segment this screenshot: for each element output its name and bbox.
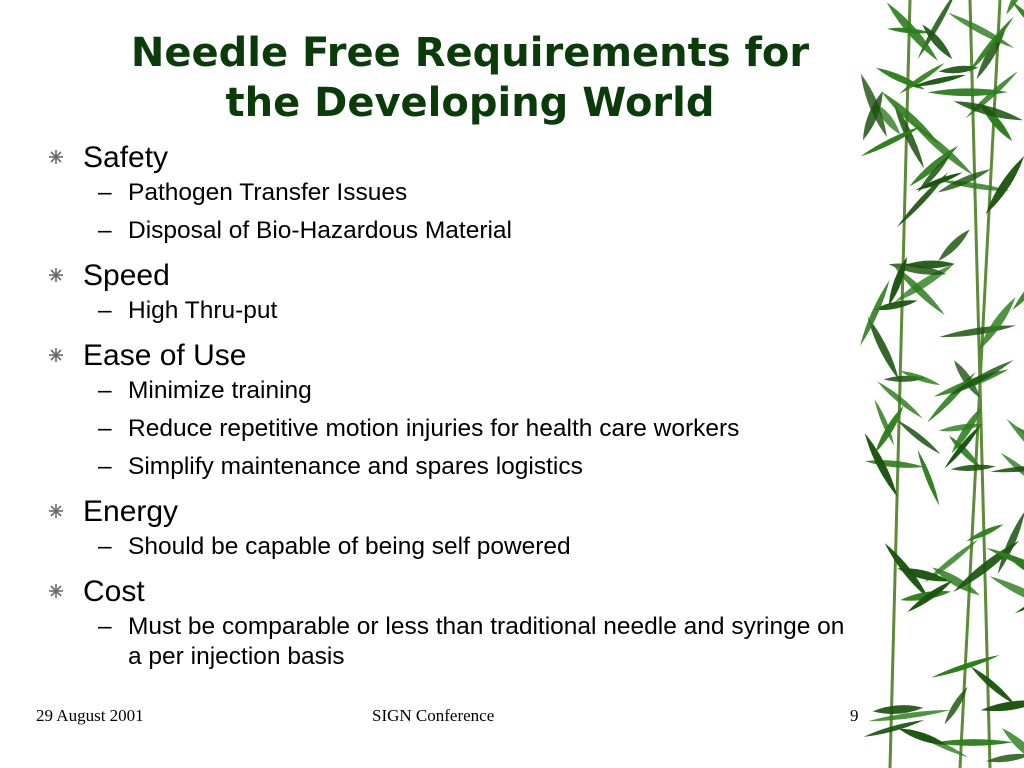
section-ease-of-use xyxy=(46,338,846,482)
section-energy xyxy=(46,494,846,562)
bullet-item xyxy=(46,494,846,530)
sub-bullet-text: High Thru-put xyxy=(128,297,278,324)
dash-marker: – xyxy=(98,179,112,206)
dash-marker: – xyxy=(98,613,112,640)
sub-bullet-item xyxy=(46,414,846,444)
sub-bullet-text: Disposal of Bio-Hazardous Material xyxy=(128,217,512,244)
sub-bullet-item xyxy=(46,296,846,326)
sub-bullet-text: Must be comparable or less than traditional needle and syringe on a per injection basis xyxy=(128,613,845,670)
asterisk-bullet-icon xyxy=(48,149,64,165)
asterisk-bullet-icon xyxy=(48,583,64,599)
dash-marker: – xyxy=(98,377,112,404)
dash-marker: – xyxy=(98,217,112,244)
footer-conference: SIGN Conference xyxy=(372,706,495,725)
bullet-heading: Ease of Use xyxy=(83,339,247,372)
bullet-item xyxy=(46,574,846,610)
bullet-heading: Energy xyxy=(83,495,179,528)
sub-bullet-item xyxy=(46,452,846,482)
sub-bullet-text: Should be capable of being self powered xyxy=(128,533,571,560)
bullet-item xyxy=(46,258,846,294)
bullet-heading: Safety xyxy=(83,141,169,174)
dash-marker: – xyxy=(98,297,112,324)
asterisk-bullet-icon xyxy=(48,347,64,363)
bullet-heading: Cost xyxy=(83,575,145,608)
title-line-2: the Developing World xyxy=(225,80,715,126)
bullet-heading: Speed xyxy=(83,259,170,292)
sub-bullet-item xyxy=(46,612,848,672)
title-line-1: Needle Free Requirements for xyxy=(130,30,810,76)
bullet-list xyxy=(46,140,846,684)
slide-title xyxy=(60,28,880,128)
section-safety xyxy=(46,140,846,246)
bullet-item xyxy=(46,338,846,374)
sub-bullet-text: Simplify maintenance and spares logistics xyxy=(128,453,583,480)
sub-bullet-item xyxy=(46,216,846,246)
sub-bullet-text: Minimize training xyxy=(128,377,312,404)
sub-bullet-item xyxy=(46,178,846,208)
section-cost xyxy=(46,574,846,672)
sub-bullet-text: Pathogen Transfer Issues xyxy=(128,179,408,206)
dash-marker: – xyxy=(98,453,112,480)
asterisk-bullet-icon xyxy=(48,267,64,283)
footer-page-number: 9 xyxy=(850,706,859,725)
sub-bullet-item xyxy=(46,376,846,406)
footer-date: 29 August 2001 xyxy=(36,706,144,725)
bullet-item xyxy=(46,140,846,176)
dash-marker: – xyxy=(98,533,112,560)
section-speed xyxy=(46,258,846,326)
asterisk-bullet-icon xyxy=(48,503,64,519)
dash-marker: – xyxy=(98,415,112,442)
sub-bullet-text: Reduce repetitive motion injuries for health care workers xyxy=(128,415,740,442)
sub-bullet-item xyxy=(46,532,846,562)
